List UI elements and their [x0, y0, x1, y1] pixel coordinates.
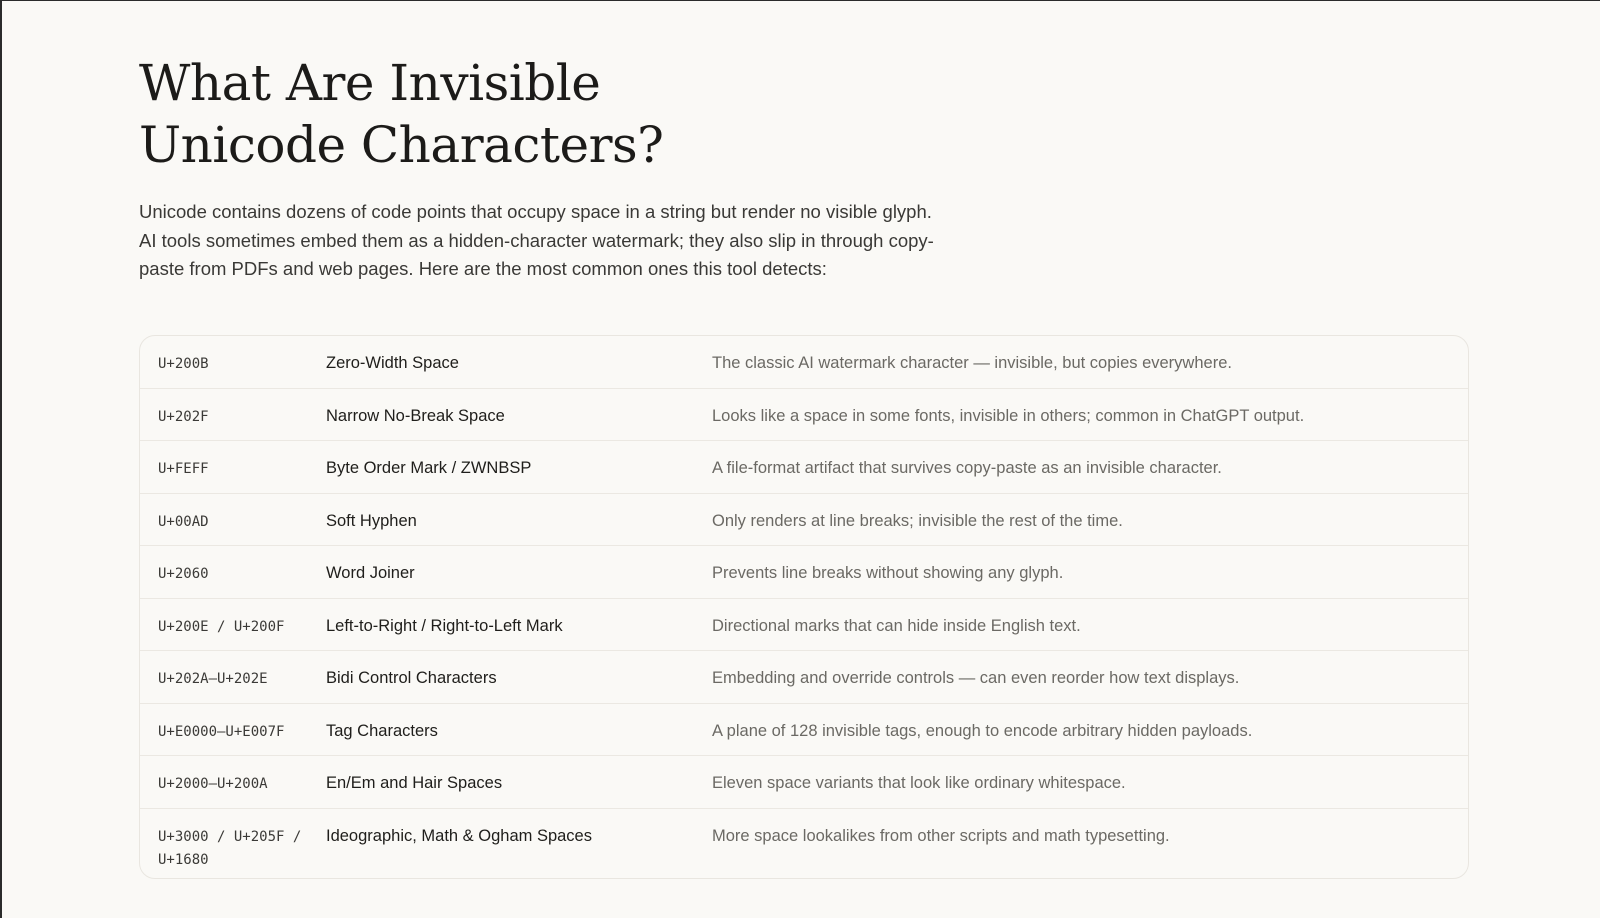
character-description: Directional marks that can hide inside English text. — [712, 616, 1081, 635]
table-row — [140, 651, 1468, 704]
character-name: Soft Hyphen — [326, 511, 417, 530]
code-point: U+200E / U+200F — [158, 618, 285, 635]
character-description: Eleven space variants that look like ordinary whitespace. — [712, 774, 1126, 792]
table-row — [140, 494, 1468, 547]
table-row — [140, 809, 1468, 878]
code-point: U+202F — [158, 408, 209, 425]
table-row — [140, 756, 1468, 809]
character-name: Narrow No-Break Space — [326, 406, 505, 425]
code-point: U+FEFF — [158, 461, 209, 477]
code-point: U+202A–U+202E — [158, 671, 268, 687]
character-name: Left-to-Right / Right-to-Left Mark — [326, 616, 563, 635]
code-point: U+2060 — [158, 566, 209, 582]
character-description: A plane of 128 invisible tags, enough to encode arbitrary hidden payloads. — [712, 721, 1253, 740]
character-name: Ideographic, Math & Ogham Spaces — [326, 826, 592, 845]
character-name: Bidi Control Characters — [326, 669, 497, 687]
table-row — [140, 441, 1468, 494]
table-row — [140, 599, 1468, 652]
character-name: Word Joiner — [326, 564, 415, 582]
character-name: Tag Characters — [326, 721, 438, 740]
characters-table — [139, 335, 1469, 879]
character-name: En/Em and Hair Spaces — [326, 774, 503, 792]
character-description: Only renders at line breaks; invisible the rest of the time. — [712, 511, 1123, 530]
table-row — [140, 546, 1468, 599]
code-point: U+00AD — [158, 513, 209, 530]
code-point: U+E0000–U+E007F — [158, 723, 285, 740]
character-description: The classic AI watermark character — invisible, but copies everywhere. — [712, 354, 1232, 372]
character-name: Byte Order Mark / ZWNBSP — [326, 459, 532, 477]
character-description: Looks like a space in some fonts, invisible in others; common in ChatGPT output. — [712, 406, 1305, 425]
code-point: U+3000 / U+205F / U+1680 — [158, 828, 302, 868]
page-title: What Are Invisible Unicode Characters? — [139, 54, 664, 174]
table-row — [140, 336, 1468, 389]
character-description: More space lookalikes from other scripts and math typesetting. — [712, 826, 1170, 845]
character-description: Embedding and override controls — can even reorder how text displays. — [712, 669, 1240, 687]
code-point: U+200B — [158, 356, 209, 372]
character-name: Zero-Width Space — [326, 354, 459, 372]
main-content — [139, 1, 1469, 868]
character-description: Prevents line breaks without showing any glyph. — [712, 564, 1064, 582]
character-description: A file-format artifact that survives copy-paste as an invisible character. — [712, 459, 1222, 477]
intro-paragraph: Unicode contains dozens of code points that occupy space in a string but render no visible glyph. AI tools sometimes embed them as a hidden-character watermark; they also slip in through copy-paste from PDFs and web pages. Here are the most common ones this tool detects: — [139, 201, 934, 279]
table-row — [140, 704, 1468, 757]
code-point: U+2000–U+200A — [158, 776, 268, 792]
table-row — [140, 389, 1468, 442]
